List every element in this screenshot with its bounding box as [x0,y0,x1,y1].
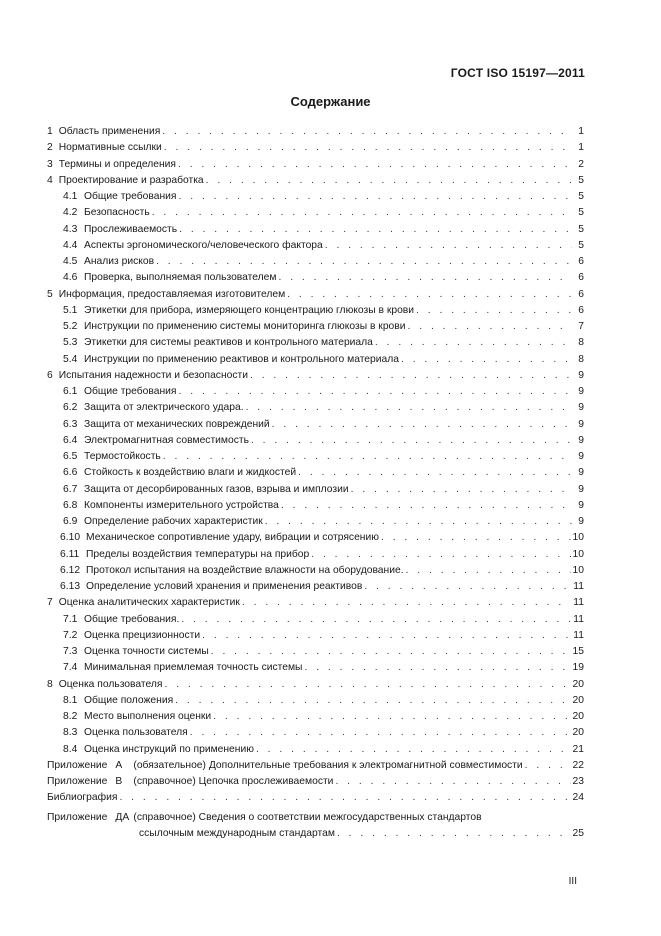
toc-entry-page: 6 [578,272,584,284]
dot-leader [206,173,572,189]
toc-entry-page: 9 [578,451,584,462]
toc-entry-title: Общие требования [84,386,177,397]
toc-entry[interactable] [47,352,584,368]
toc-entry-number: 6.9 [63,516,78,527]
toc-entry-title: Этикетки для системы реактивов и контрольного материала [84,337,373,349]
toc-entry[interactable] [47,124,584,140]
toc-bibliography[interactable] [47,790,584,806]
toc-entry-number: 4.4 [63,239,78,251]
toc-entry-number: 6.6 [63,467,78,479]
toc-entry-title: Электромагнитная совместимость [84,434,249,446]
toc-entry-page: 10 [572,564,584,576]
toc-entry[interactable] [47,173,584,189]
toc-entry-number: 6.1 [63,386,78,397]
toc-entry-number: 3 [47,158,53,170]
toc-entry[interactable] [47,725,584,741]
appendix-letter: В [115,776,123,787]
toc-entry-page: 8 [578,337,584,349]
toc-entry-page: 8 [578,353,584,365]
dot-leader [325,238,572,254]
toc-entry-title: Пределы воздействия температуры на прибор [86,548,310,560]
appendix-letter: ДА [115,811,130,823]
appendix-page: 25 [572,827,584,839]
dot-leader [256,742,571,758]
toc-entry-number: 6.5 [63,451,78,462]
toc-entry-number: 5 [47,288,53,300]
toc-appendix[interactable] [47,774,584,790]
toc-entry-number: 5.4 [63,353,78,365]
toc-entry-number: 8.1 [63,694,78,706]
toc-entry-page: 20 [572,694,584,706]
toc-entry[interactable] [47,595,584,611]
toc-entry-number: 8 [47,678,53,690]
toc-entry-title: Термины и определения [58,158,176,170]
dot-leader [311,547,570,563]
dot-leader [272,417,572,433]
toc-entry-title: Механическое сопротивление удару, вибрации и сотрясению [86,532,379,544]
toc-entry-page: 9 [578,499,584,511]
appendix-page: 22 [572,759,584,771]
dot-leader [304,660,570,676]
appendix-title-line1: (справочное) Сведения о соответствии межгосударственных стандартов [133,811,482,823]
toc-entry[interactable] [47,530,584,546]
toc-entry-page: 5 [578,223,584,235]
toc-entry[interactable] [47,417,584,433]
toc-entry-title: Безопасность [84,207,150,219]
toc-entry-number: 7.2 [63,629,78,641]
dot-leader [337,826,571,842]
dot-leader [179,384,573,400]
toc-entry-page: 15 [572,646,584,657]
toc-entry-number: 2 [47,142,53,154]
toc-entry[interactable] [47,287,584,303]
dot-leader [178,157,572,173]
dot-leader [202,628,571,644]
toc-entry-page: 5 [578,207,584,219]
toc-entry-number: 5.1 [63,304,78,316]
dot-leader [211,644,571,660]
toc-entry-title: Оценка инструкций по применению [84,743,254,755]
table-of-contents [47,124,584,842]
toc-appendix-last[interactable] [47,810,584,843]
toc-entry-number: 8.2 [63,711,78,722]
toc-entry-number: 8.4 [63,743,78,755]
toc-entry-title: Оценка пользователя [84,727,188,739]
toc-entry-title: Минимальная приемлемая точность системы [84,662,303,674]
toc-entry-page: 6 [578,288,584,300]
toc-entry-page: 21 [572,743,584,755]
toc-entry-number: 7.3 [63,646,78,657]
dot-leader [401,352,572,368]
toc-entry[interactable] [47,319,584,335]
toc-entry-title: Защита от десорбированных газов, взрыва и имплозии [84,483,349,495]
toc-entry[interactable] [47,709,584,725]
toc-entry[interactable] [47,579,584,595]
bibliography-page: 24 [572,792,584,804]
toc-entry-number: 4 [47,174,53,186]
toc-entry-number: 7 [47,597,53,609]
toc-entry-page: 11 [573,613,584,625]
dot-leader [179,189,573,205]
toc-entry-title: Защита от механических повреждений [84,418,270,430]
toc-entry-title: Анализ рисков [84,256,155,267]
dot-leader [265,514,572,530]
appendix-title: (обязательное) Дополнительные требования к электромагнитной совместимости [133,759,523,771]
dot-leader [175,693,570,709]
appendix-label: Приложение [47,776,108,787]
toc-entry-title: Этикетки для прибора, измеряющего концентрацию глюкозы в крови [84,304,415,316]
toc-entry[interactable] [47,547,584,563]
toc-entry-title: Нормативные ссылки [58,142,162,154]
toc-entry[interactable] [47,222,584,238]
toc-entry-title: Инструкции по применению системы мониторинга глюкозы в крови [84,321,406,332]
toc-entry-number: 4.1 [63,191,78,202]
appendix-letter: А [115,759,123,771]
dot-leader [250,368,572,384]
dot-leader [164,677,570,693]
toc-entry-page: 6 [578,304,584,316]
dot-leader [152,205,572,221]
toc-entry-number: 5.2 [63,321,78,332]
toc-entry[interactable] [47,238,584,254]
toc-entry-number: 6.2 [63,402,78,414]
dot-leader [181,612,571,628]
toc-entry[interactable] [47,189,584,205]
toc-entry-number: 7.1 [63,613,78,625]
toc-entry-page: 9 [578,483,584,495]
dot-leader [406,563,571,579]
dot-leader [278,270,572,286]
toc-entry[interactable] [47,677,584,693]
toc-entry-page: 9 [578,402,584,414]
toc-entry-page: 5 [578,191,584,202]
dot-leader [251,433,572,449]
dot-leader [179,222,572,238]
toc-entry-title: Защита от электрического удара. [84,402,244,414]
dot-leader [287,287,572,303]
dot-leader [242,595,571,611]
toc-entry-number: 6 [47,369,53,381]
toc-entry-title: Область применения [58,126,161,137]
dot-leader [351,482,572,498]
toc-entry[interactable] [47,400,584,416]
toc-entry-page: 11 [573,581,584,592]
toc-entry[interactable] [47,628,584,644]
page-title: Содержание [290,94,371,109]
toc-entry[interactable] [47,335,584,351]
toc-entry-title: Общие требования. [84,613,180,625]
toc-entry[interactable] [47,644,584,660]
toc-entry[interactable] [47,693,584,709]
toc-entry-page: 2 [578,158,584,170]
toc-entry[interactable] [47,254,584,270]
toc-entry[interactable] [47,140,584,156]
toc-entry-title: Термостойкость [84,451,161,462]
toc-entry-number: 6.4 [63,434,78,446]
toc-entry-title: Проектирование и разработка [58,174,204,186]
toc-entry-page: 5 [578,239,584,251]
toc-entry-title: Протокол испытания на воздействие влажности на оборудование. [86,564,404,576]
toc-entry-title: Место выполнения оценки [84,711,212,722]
toc-entry-number: 5.3 [63,337,78,349]
dot-leader [416,303,572,319]
toc-entry-title: Стойкость к воздействию влаги и жидкостей [84,467,297,479]
appendix-page: 23 [572,776,584,787]
document-code: ГОСТ ISO 15197—2011 [450,66,585,80]
dot-leader [335,774,570,790]
toc-entry-page: 20 [572,727,584,739]
toc-entry-page: 7 [578,321,584,332]
toc-appendix[interactable] [47,758,584,774]
toc-entry-page: 9 [578,467,584,479]
toc-entry-number: 6.3 [63,418,78,430]
toc-entry-page: 1 [578,142,584,154]
toc-entry-title: Аспекты эргономического/человеческого фактора [84,239,323,251]
toc-entry[interactable] [47,465,584,481]
toc-entry-title: Прослеживаемость [84,223,178,235]
toc-entry-title: Определение рабочих характеристик [84,516,263,527]
toc-entry-title: Информация, предоставляемая изготовителем [58,288,286,300]
dot-leader [525,758,571,774]
toc-entry-page: 20 [572,711,584,722]
toc-entry-page: 9 [578,386,584,397]
appendix-title: (справочное) Цепочка прослеживаемости [133,776,334,787]
toc-entry-title: Оценка аналитических характеристик [58,597,240,609]
toc-entry-number: 4.3 [63,223,78,235]
toc-entry-number: 6.12 [60,564,81,576]
toc-entry-page: 11 [573,597,584,609]
page-number: III [568,876,577,887]
toc-entry-page: 9 [578,418,584,430]
toc-entry[interactable] [47,368,584,384]
toc-entry-title: Общие требования [84,191,177,202]
toc-entry-page: 9 [578,434,584,446]
toc-entry-number: 6.8 [63,499,78,511]
toc-entry-page: 1 [578,126,584,137]
toc-entry-number: 6.7 [63,483,78,495]
toc-entry[interactable] [47,384,584,400]
toc-entry-number: 6.10 [60,532,81,544]
dot-leader [156,254,572,270]
toc-entry[interactable] [47,660,584,676]
toc-entry-number: 6.13 [60,581,81,592]
toc-entry-number: 6.11 [60,548,80,560]
toc-entry-title: Определение условий хранения и применения реактивов [86,581,363,592]
toc-entry-title: Инструкции по применению реактивов и контрольного материала [84,353,399,365]
dot-leader [381,530,571,546]
toc-entry[interactable] [47,205,584,221]
toc-entry-number: 4.6 [63,272,78,284]
toc-entry-title: Общие положения [84,694,174,706]
dot-leader [364,579,571,595]
toc-entry[interactable] [47,563,584,579]
toc-entry-number: 8.3 [63,727,78,739]
toc-entry-number: 4.5 [63,256,78,267]
toc-entry[interactable] [47,270,584,286]
dot-leader [162,124,572,140]
dot-leader [246,400,572,416]
toc-entry-page: 10 [572,532,584,544]
toc-entry[interactable] [47,612,584,628]
toc-entry-page: 5 [578,174,584,186]
dot-leader [298,465,572,481]
dot-leader [164,140,572,156]
toc-entry[interactable] [47,742,584,758]
toc-entry[interactable] [47,157,584,173]
toc-entry-title: Испытания надежности и безопасности [58,369,248,381]
toc-entry-title: Оценка прецизионности [84,629,201,641]
appendix-title-line2: ссылочным международным стандартам [139,827,335,839]
toc-entry-page: 9 [578,516,584,527]
toc-entry[interactable] [47,482,584,498]
toc-entry-page: 6 [578,256,584,267]
dot-leader [281,498,572,514]
toc-entry-page: 20 [572,678,584,690]
dot-leader [163,449,572,465]
toc-entry-number: 1 [47,126,53,137]
toc-entry[interactable] [47,449,584,465]
dot-leader [213,709,570,725]
toc-entry[interactable] [47,514,584,530]
toc-entry[interactable] [47,433,584,449]
dot-leader [408,319,573,335]
bibliography-title: Библиография [47,792,118,804]
toc-entry-title: Компоненты измерительного устройства [84,499,279,511]
toc-entry-page: 9 [578,369,584,381]
dot-leader [375,335,572,351]
toc-entry-page: 10 [572,548,584,560]
toc-entry-page: 19 [572,662,584,674]
toc-entry[interactable] [47,303,584,319]
toc-entry-title: Проверка, выполняемая пользователем [84,272,277,284]
toc-entry-number: 4.2 [63,207,78,219]
toc-entry[interactable] [47,498,584,514]
appendix-label: Приложение [47,811,108,823]
dot-leader [119,790,570,806]
toc-entry-number: 7.4 [63,662,78,674]
dot-leader [190,725,571,741]
toc-entry-title: Оценка пользователя [58,678,163,690]
toc-entry-page: 11 [573,629,584,641]
toc-entry-title: Оценка точности системы [84,646,209,657]
appendix-label: Приложение [47,759,108,771]
